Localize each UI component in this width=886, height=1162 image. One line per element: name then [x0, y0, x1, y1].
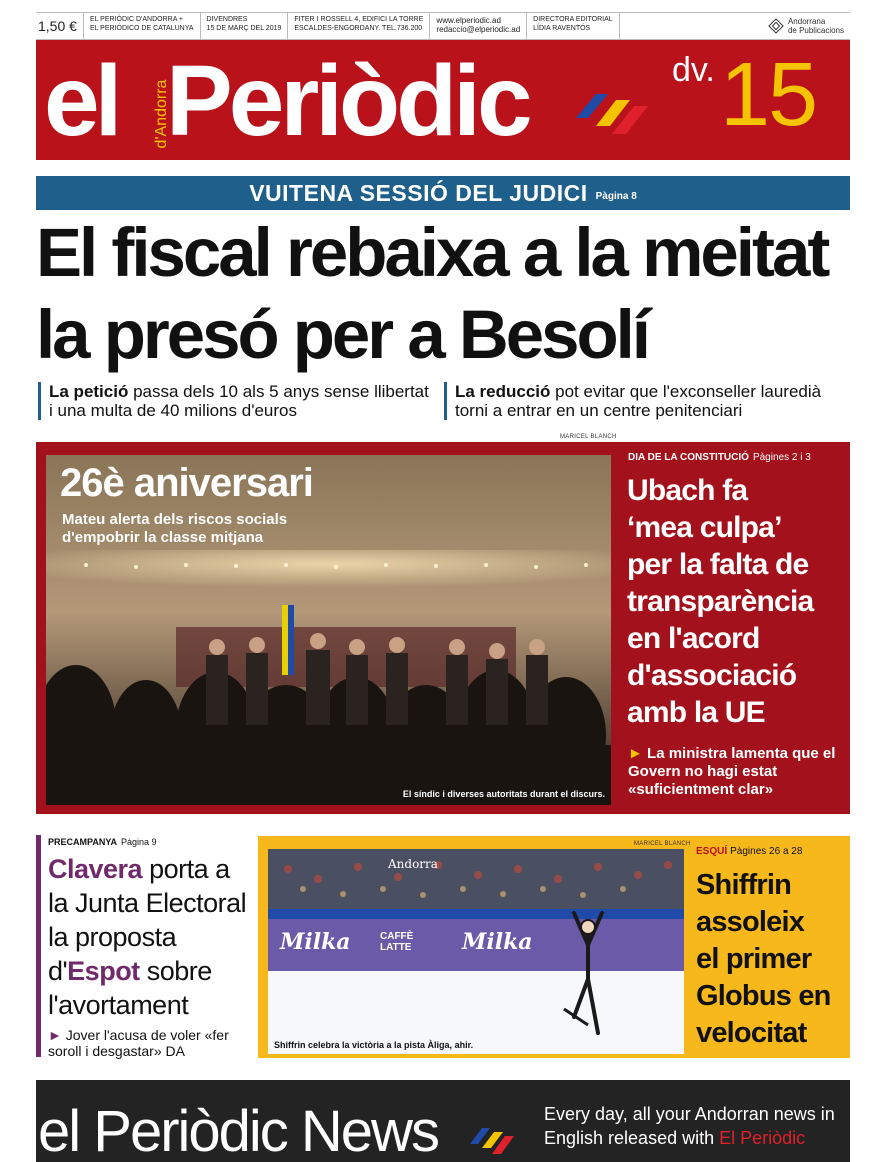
- side-headline-line: ‘mea culpa’: [627, 511, 782, 544]
- side-headline-line: en l'acord: [627, 622, 760, 655]
- website-link[interactable]: www.elperiodic.ad: [436, 16, 501, 25]
- ski-headline: [696, 867, 846, 1052]
- precampanya-kicker: [48, 837, 157, 847]
- promo-text: [544, 1102, 844, 1150]
- editor-info: [527, 13, 619, 39]
- lead-kicker-bar: [36, 176, 850, 210]
- photo-subtitle-line-1: Mateu alerta dels riscos socials: [62, 511, 288, 528]
- deck-right-lead: La reducció: [455, 382, 551, 401]
- side-kicker-pages: Pàgines 2 i 3: [752, 452, 811, 463]
- ski-kicker: [696, 846, 802, 857]
- date-info: [201, 13, 289, 39]
- promo-text-line-1: Every day, all your Andorran news in: [544, 1104, 835, 1124]
- ski-photo[interactable]: [268, 849, 684, 1054]
- lead-kicker: VUITENA SESSIÓ DEL JUDICI: [249, 179, 588, 206]
- news-promo-banner[interactable]: [36, 1080, 850, 1162]
- lead-deck-right: [444, 382, 839, 420]
- logo-el: el: [44, 45, 118, 157]
- precampanya-subhead: [48, 1027, 253, 1059]
- deck-left-lead: La petició: [49, 382, 129, 401]
- ski-headline-line: Globus en: [696, 980, 831, 1012]
- headline-text: la proposta: [48, 922, 177, 952]
- price: 1,50 €: [36, 13, 84, 39]
- papers-info: [84, 13, 201, 39]
- side-headline-line: amb la UE: [627, 696, 765, 729]
- address-line-1: FITER I ROSSELL 4, EDIFICI LA TORRE: [294, 16, 424, 23]
- promo-brand-name: el Periòdic News: [38, 1099, 438, 1162]
- andorra-banner: Andorra: [388, 857, 438, 871]
- headline-name-espot: Espot: [67, 956, 140, 986]
- side-subhead-text: La ministra lamenta que el Govern no hagi estat «suficientment clar»: [628, 745, 836, 798]
- side-subhead: [628, 745, 846, 799]
- papers-line-1: EL PERIÒDIC D'ANDORRA +: [89, 16, 184, 23]
- brand-flag-icon: [576, 78, 648, 142]
- ski-photo-credit: MARICEL BLANCH: [634, 841, 691, 847]
- publisher-line-1: Andorrana: [787, 17, 826, 26]
- arrow-right-icon: ►: [48, 1027, 62, 1043]
- logo-andorra: d'Andorra: [153, 79, 170, 149]
- promo-flag-icon: [470, 1124, 514, 1162]
- side-headline-line: transparència: [627, 585, 814, 618]
- headline-text: l'avortament: [48, 990, 189, 1020]
- lead-kicker-page: Pàgina 8: [595, 190, 637, 202]
- headline-text: sobre: [139, 956, 212, 986]
- address-line-2: ESCALDES-ENGORDANY. TEL.736.200: [294, 24, 423, 32]
- masthead[interactable]: [36, 40, 850, 160]
- side-headline-line: d'associació: [627, 659, 797, 692]
- precampanya-headline: [48, 852, 253, 1022]
- ski-kicker-label: ESQUÍ: [696, 846, 728, 857]
- headline-name-clavera: Clavera: [48, 854, 143, 884]
- photo-credit: MARICEL BLANCH: [560, 434, 617, 440]
- side-kicker-label: DIA DE LA CONSTITUCIÓ: [628, 452, 749, 463]
- promo-text-brand: El Periòdic: [719, 1128, 806, 1148]
- headline-text: porta a: [142, 854, 230, 884]
- precampanya-subhead-text: Jover l'acusa de voler «fer soroll i desgastar» DA: [48, 1027, 229, 1059]
- headline-text: la Junta Electoral: [48, 888, 247, 918]
- side-headline[interactable]: [627, 472, 845, 731]
- side-headline-line: Ubach fa: [627, 474, 748, 507]
- ski-headline-line: velocitat: [696, 1017, 807, 1049]
- ski-photo-caption: Shiffrin celebra la victòria a la pista Àliga, ahir.: [274, 1040, 474, 1050]
- deck-right-text: pot evitar que l'exconseller lauredià torni a entrar en un centre penitenciari: [455, 382, 822, 420]
- date-line-1: DIVENDRES: [206, 16, 248, 23]
- lead-headline-line-1: El fiscal rebaixa a la meitat: [36, 214, 828, 291]
- ski-headline-line: Shiffrin: [696, 869, 792, 901]
- day-number: 15: [720, 45, 817, 145]
- side-headline-line: per la falta de: [627, 548, 809, 581]
- lead-headline[interactable]: [36, 212, 856, 376]
- ski-kicker-pages: Pàgines 26 a 28: [730, 846, 803, 857]
- email-link[interactable]: redaccio@elperiodic.ad: [436, 25, 521, 34]
- logo-periodic: Periòdic: [166, 45, 529, 157]
- papers-line-2: EL PERIÓDICO DE CATALUNYA: [89, 24, 194, 32]
- day-abbr: dv.: [672, 51, 715, 89]
- arrow-right-icon: ►: [628, 745, 643, 762]
- contact-info: [430, 13, 527, 39]
- publisher-info: [762, 13, 850, 39]
- promo-text-line-2: English released with: [544, 1128, 720, 1148]
- lead-headline-line-2: la presó per a Besolí: [36, 296, 648, 373]
- precampanya-kicker-page: Pàgina 9: [121, 837, 157, 847]
- address-info: [288, 13, 430, 39]
- publisher-logo-icon: [768, 18, 784, 34]
- ceremony-illustration: [46, 455, 611, 805]
- ski-headline-line: el primer: [696, 943, 812, 975]
- headline-text: d': [48, 956, 68, 986]
- ski-headline-line: assoleix: [696, 906, 805, 938]
- photo-title: 26è aniversari: [60, 461, 313, 505]
- milka-banner-2: Milka: [462, 929, 533, 955]
- photo-subtitle: [62, 511, 287, 547]
- date-line-2: 15 DE MARÇ DEL 2019: [206, 24, 282, 32]
- precampanya-kicker-label: PRECAMPANYA: [48, 837, 118, 847]
- deck-left-text: passa dels 10 als 5 anys sense llibertat i una multa de 40 milions d'euros: [49, 382, 429, 420]
- publisher-line-2: de Publicacions: [787, 26, 844, 35]
- editor-name: LÍDIA RAVENTÓS: [533, 24, 591, 32]
- photo-caption: El síndic i diverses autoritats durant el discurs.: [402, 789, 605, 799]
- milka-banner: Milka: [280, 929, 351, 955]
- photo-subtitle-line-2: d'empobrir la classe mitjana: [62, 529, 264, 546]
- lead-deck-left: [38, 382, 433, 420]
- side-kicker: [628, 452, 811, 463]
- info-strip: [36, 12, 850, 40]
- ceremony-photo[interactable]: [46, 455, 611, 805]
- editor-title: DIRECTORA EDITORIAL: [533, 16, 613, 23]
- latte-banner: CAFFÈ LATTE: [380, 931, 414, 953]
